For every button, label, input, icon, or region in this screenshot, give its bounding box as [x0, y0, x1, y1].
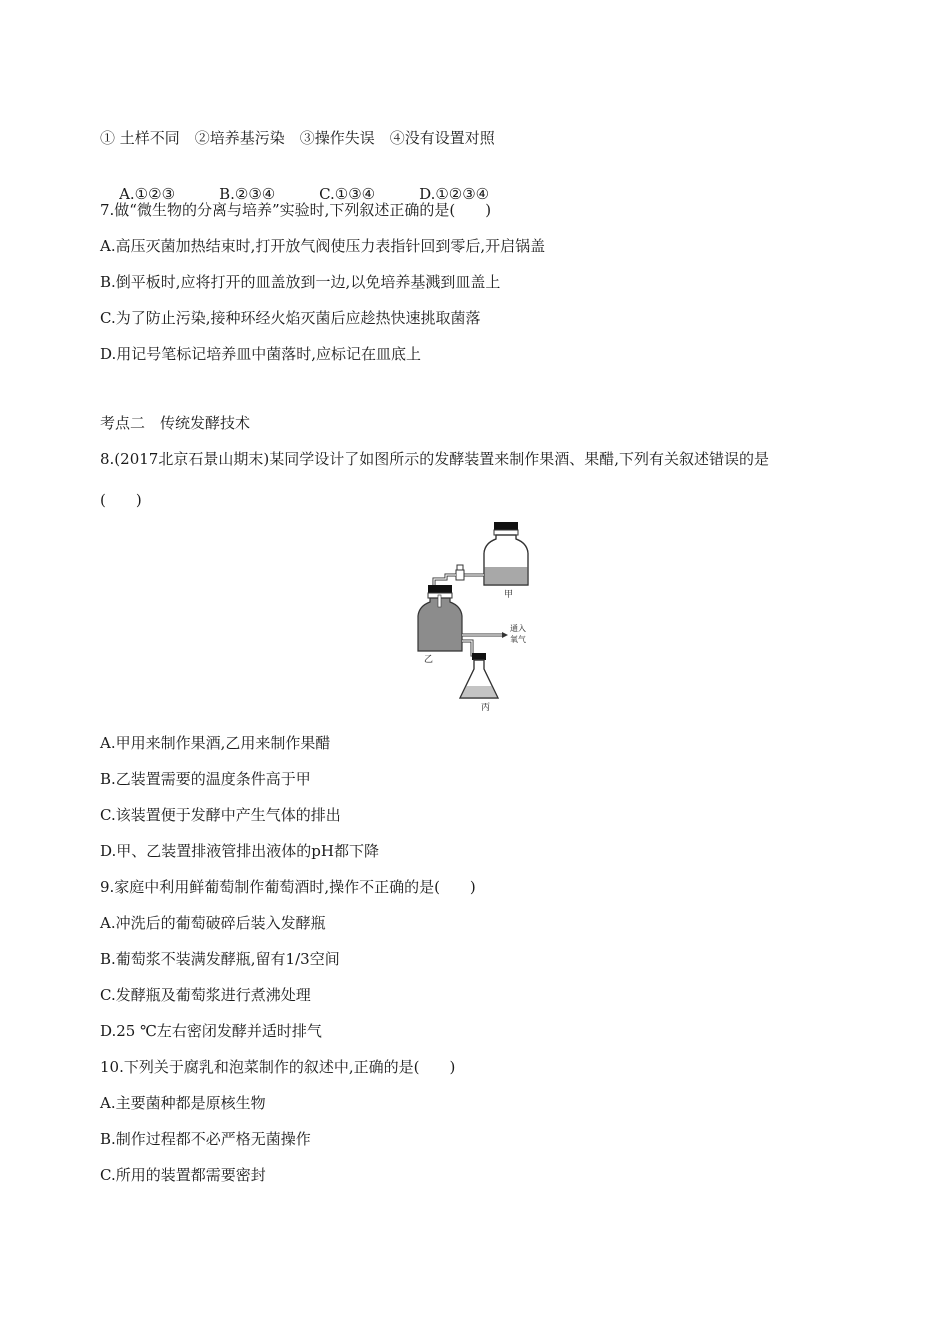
q8-option-c: C.该装置便于发酵中产生气体的排出	[100, 806, 341, 824]
q7-option-a: A.高压灭菌加热结束时,打开放气阀使压力表指针回到零后,开启锅盖	[100, 237, 546, 255]
q8-stem: 8.(2017北京石景山期末)某同学设计了如图所示的发酵装置来制作果酒、果醋,下列有关叙述错误的是	[100, 450, 769, 468]
section-heading: 考点二 传统发酵技术	[100, 414, 251, 432]
label-bing: 丙	[481, 703, 491, 713]
q6-option-c: C.①③④	[319, 185, 376, 203]
q8-blank: ( )	[100, 491, 142, 509]
q7-option-d: D.用记号笔标记培养皿中菌落时,应标记在皿底上	[100, 345, 422, 363]
q6-option-a: A.①②③	[119, 185, 176, 203]
q10-option-a: A.主要菌种都是原核生物	[100, 1094, 266, 1112]
label-inlet-line1: 通入	[510, 624, 526, 633]
connector-tube	[434, 565, 484, 585]
q9-option-a: A.冲洗后的葡萄破碎后装入发酵瓶	[100, 914, 326, 932]
q7-option-b: B.倒平板时,应将打开的皿盖放到一边,以免培养基溅到皿盖上	[100, 273, 501, 291]
q8-option-d: D.甲、乙装置排液管排出液体的pH都下降	[100, 842, 379, 860]
q10-option-c: C.所用的装置都需要密封	[100, 1166, 266, 1184]
label-jia: 甲	[504, 590, 514, 600]
oxygen-inlet-tube	[462, 632, 508, 638]
q10-stem: 10.下列关于腐乳和泡菜制作的叙述中,正确的是( )	[100, 1058, 456, 1076]
q6-option-b: B.②③④	[219, 185, 276, 203]
q9-option-c: C.发酵瓶及葡萄浆进行煮沸处理	[100, 986, 311, 1004]
label-yi: 乙	[424, 655, 434, 665]
fermentation-apparatus-figure	[410, 515, 570, 715]
q9-stem: 9.家庭中利用鲜葡萄制作葡萄酒时,操作不正确的是( )	[100, 878, 476, 896]
q9-option-b: B.葡萄浆不装满发酵瓶,留有1/3空间	[100, 950, 340, 968]
jar-jia	[484, 522, 528, 585]
q9-option-d: D.25 ℃左右密闭发酵并适时排气	[100, 1022, 322, 1040]
label-inlet-line2: 氧气	[510, 635, 526, 644]
q7-stem: 7.做“微生物的分离与培养”实验时,下列叙述正确的是( )	[100, 201, 492, 219]
jar-yi	[418, 585, 462, 651]
q8-option-a: A.甲用来制作果酒,乙用来制作果醋	[100, 734, 331, 752]
q6-option-d: D.①②③④	[419, 185, 490, 203]
flask-bing	[460, 653, 498, 698]
q6-reasons: ① 土样不同 ②培养基污染 ③操作失误 ④没有设置对照	[100, 129, 495, 147]
q7-option-c: C.为了防止污染,接种环经火焰灭菌后应趁热快速挑取菌落	[100, 309, 481, 327]
q8-option-b: B.乙装置需要的温度条件高于甲	[100, 770, 311, 788]
q10-option-b: B.制作过程都不必严格无菌操作	[100, 1130, 311, 1148]
